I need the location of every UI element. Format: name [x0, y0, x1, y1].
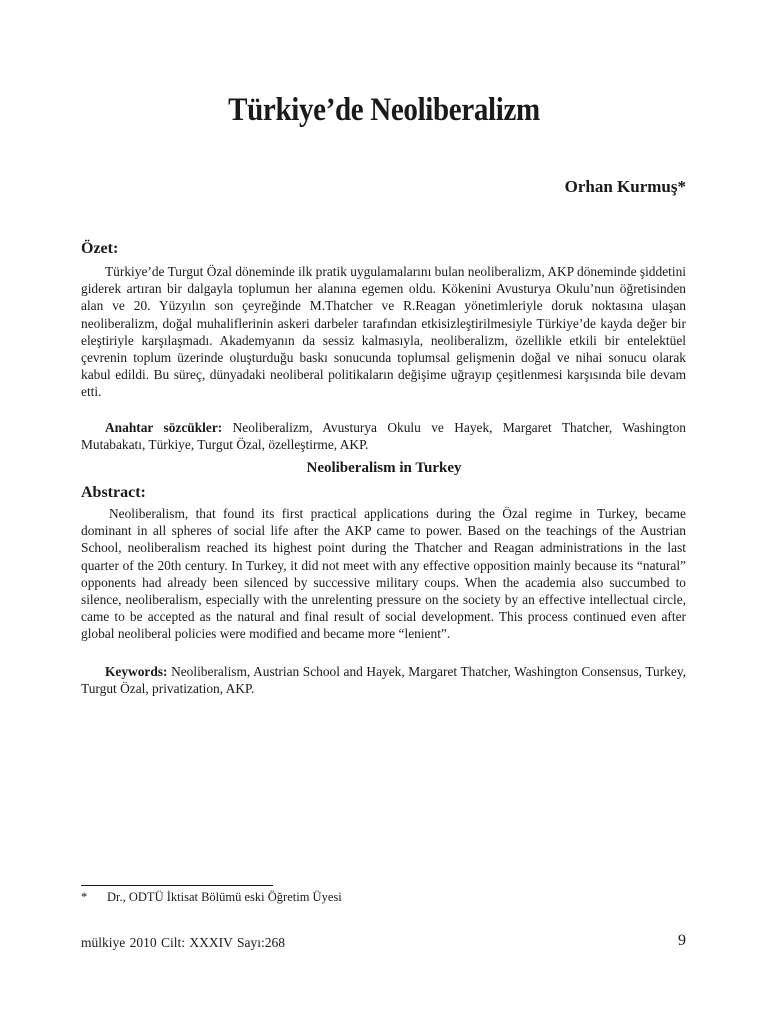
- ozet-paragraph: Türkiye’de Turgut Özal döneminde ilk pratik uygulamalarını bulan neoliberalizm, AKP döneminde şiddetini giderek artıran bir dalgayla toplumun her alanına egemen oldu. Kökenini Avusturya Okulu’nun öğretisinden alan ve 20. Yüzyılın son çeyreğinde M.Thatcher ve R.Reagan yönetimleriyle doruk noktasına ulaşan neoliberalizm, doğal muhaliflerinin askeri darbeler tarafından etkisizleştirilmesiyle Türkiye’de kayda değer bir eleştiriyle karşılaşmadı. Akademyanın da sessiz kalmasıyla, neoliberalizm, özellikle etkili bir entelektüel çevrenin toplum üzerinde oluşturduğu baskı sonucunda toplumsal gelişmenin doğal ve nihai sonucu olarak kabul edildi. Bu süreç, dünyadaki neoliberal politikaların değişime uğrayıp çeşitlenmesi karşısında bile devam etti.: [81, 264, 686, 400]
- abstract-keywords-text: Neoliberalism, Austrian School and Hayek, Margaret Thatcher, Washington Consensus, Turkey, Turgut Özal, privatization, AKP.: [81, 664, 686, 697]
- paper-title: Türkiye’de Neoliberalizm: [228, 92, 540, 128]
- ozet-keywords: [81, 419, 686, 453]
- english-title: Neoliberalism in Turkey: [306, 460, 462, 476]
- abstract-keywords-label: Keywords:: [105, 664, 168, 679]
- abstract-heading: Abstract:: [81, 484, 146, 501]
- abstract-paragraph: Neoliberalism, that found its first practical applications during the Özal regime in Turkey, became dominant in all spheres of social life after the AKP came to power. Based on the teachings of the Austrian School, neoliberalism reached its highest point during the Thatcher and Reagan administrations in the last quarter of the 20th century. In Turkey, it did not meet with any effective opposition mainly because its “natural” opponents had already been silenced by successive military coups. When the academia also succumbed to silence, neoliberalism, especially with the unrelenting pressure on the society by an effective intellectual circle, came to be accepted as the natural and final result of social development. This process continued even after global neoliberal policies were modified and became more “lenient”.: [81, 506, 686, 642]
- abstract-keywords: [81, 663, 686, 697]
- page-number: 9: [678, 932, 686, 949]
- footnote-text: Dr., ODTÜ İktisat Bölümü eski Öğretim Üyesi: [107, 890, 342, 904]
- ozet-keywords-text: Neoliberalizm, Avusturya Okulu ve Hayek, Margaret Thatcher, Washington Mutabakatı, Türkiye, Turgut Özal, özelleştirme, AKP.: [81, 420, 686, 453]
- ozet-keywords-label: Anahtar sözcükler:: [105, 420, 223, 435]
- footnote-divider: [81, 885, 273, 886]
- author-name: Orhan Kurmuş*: [564, 177, 686, 196]
- footnote: [81, 890, 342, 905]
- footnote-mark: *: [81, 890, 88, 904]
- ozet-heading: Özet:: [81, 240, 119, 257]
- journal-footer: mülkiye 2010 Cilt: XXXIV Sayı:268: [81, 935, 286, 950]
